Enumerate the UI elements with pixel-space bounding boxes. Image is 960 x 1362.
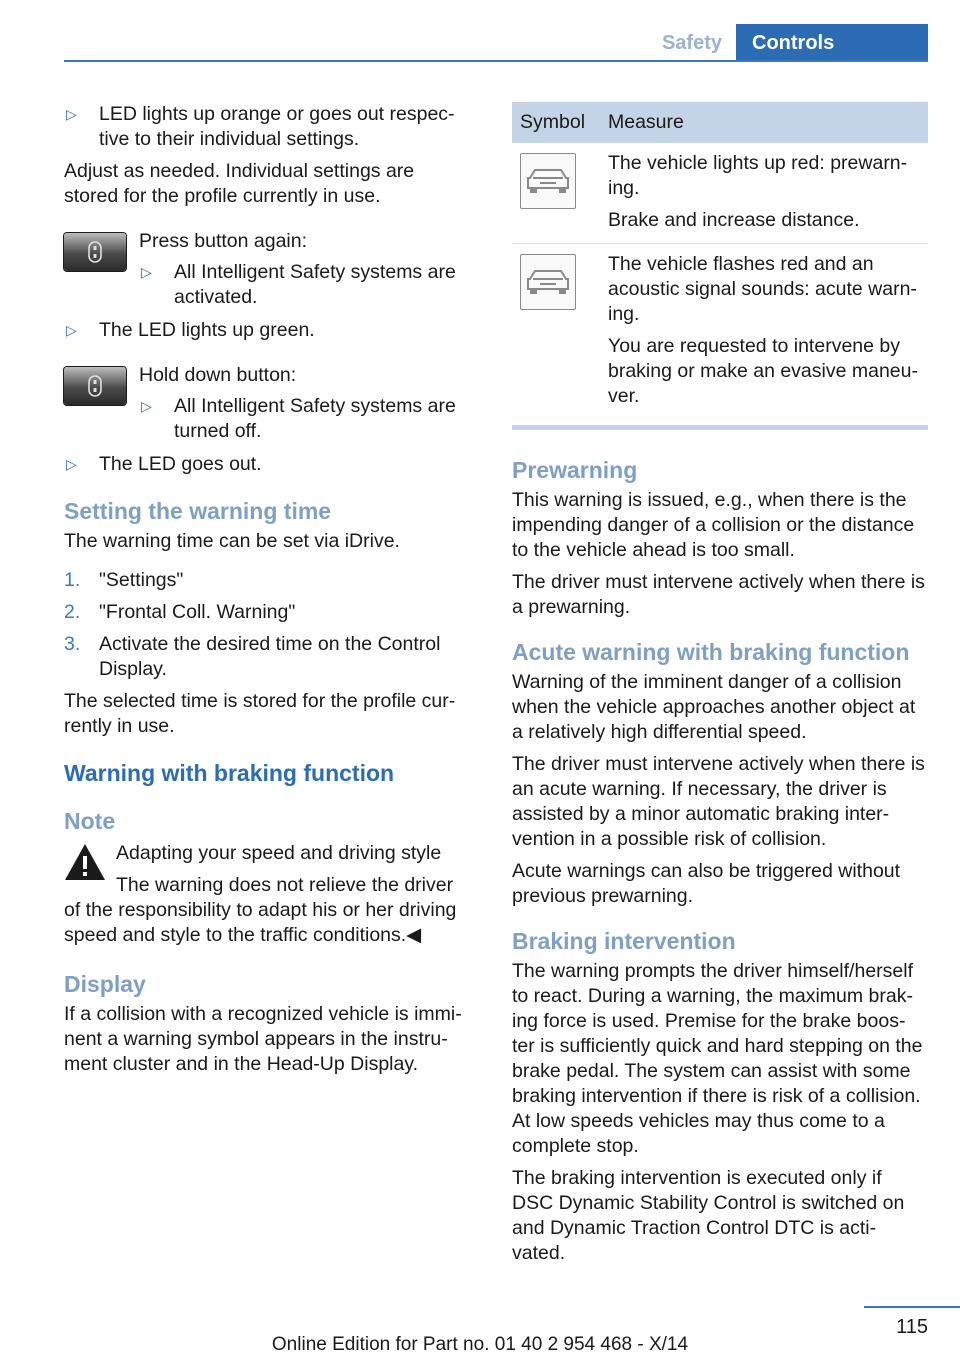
- instruction-label: Press button again:: [139, 230, 308, 252]
- car-warning-icon: [520, 153, 576, 209]
- section-heading: Setting the warning time: [64, 498, 332, 524]
- numbered-item: [64, 568, 468, 593]
- numbered-item: [64, 600, 468, 625]
- paragraph: Warning of the imminent danger of a collision when the vehicle approaches another object at a relatively high differential speed.: [512, 671, 916, 743]
- section-heading: Warning with braking function: [64, 760, 395, 786]
- paragraph: This warning is issued, e.g., when there is the impending danger of a collision or the distance to the vehicle ahead is too small.: [512, 489, 915, 561]
- column-header-measure: Measure: [600, 102, 928, 143]
- paragraph: The braking intervention is executed only if DSC Dynamic Stability Control is switched on and Dynamic Traction Control DTC is acti- vated.: [512, 1167, 905, 1264]
- symbol-table: [512, 102, 928, 419]
- numbered-item: [64, 632, 468, 682]
- list-item: [139, 394, 468, 444]
- measure-text: Brake and increase distance.: [608, 209, 860, 231]
- triangle-bullet-icon: ▷: [141, 398, 152, 414]
- table-row: [512, 244, 928, 420]
- footer-divider: [864, 1306, 960, 1308]
- paragraph: Adjust as needed. Individual settings are stored for the profile currently in use.: [64, 160, 415, 207]
- triangle-bullet-icon: ▷: [66, 456, 77, 472]
- table-bottom-rule: [512, 425, 928, 430]
- left-column: [64, 102, 468, 1084]
- measure-text: The vehicle flashes red and an acoustic signal sounds: acute warn- ing.: [608, 253, 917, 325]
- edition-footer: Online Edition for Part no. 01 40 2 954 468 - X/14: [271, 1334, 689, 1355]
- table-header-row: [512, 102, 928, 143]
- paragraph: The driver must intervene actively when there is an acute warning. If necessary, the driver is assisted by a minor automatic braking inter- vention in a possible risk of collision.: [512, 753, 925, 850]
- intelligent-safety-button-icon: [64, 233, 126, 271]
- header-divider: [64, 60, 928, 62]
- measure-text: You are requested to intervene by braking or make an evasive maneu- ver.: [608, 335, 918, 407]
- triangle-bullet-icon: ▷: [66, 106, 77, 122]
- paragraph: The selected time is stored for the profile cur- rently in use.: [64, 690, 456, 737]
- intelligent-safety-button-icon: [64, 367, 126, 405]
- paragraph: The driver must intervene actively when there is a prewarning.: [512, 571, 925, 618]
- page-header: [0, 0, 960, 64]
- car-warning-icon: [520, 254, 576, 310]
- list-item: [64, 102, 468, 152]
- list-item-text: All Intelligent Safety systems are turned off.: [174, 395, 456, 442]
- step-number: 2.: [64, 601, 81, 623]
- triangle-bullet-icon: ▷: [141, 264, 152, 280]
- warning-triangle-icon: [64, 843, 106, 881]
- list-item: [139, 260, 468, 310]
- page-number: 115: [896, 1316, 928, 1338]
- list-item-text: LED lights up orange or goes out respec- tive to their individual settings.: [99, 103, 455, 150]
- list-item-text: All Intelligent Safety systems are activated.: [174, 261, 456, 308]
- paragraph: The warning prompts the driver himself/herself to react. During a warning, the maximum brak- ing force is used. Premise for the brake boos- ter is sufficiently quick and hard stepping on the brake pedal. The system can assist with some braking intervention if there is risk of a collision. At low speeds vehicles may thus come to a complete stop.: [512, 960, 923, 1157]
- triangle-bullet-icon: ▷: [66, 322, 77, 338]
- tab-controls[interactable]: Controls: [736, 24, 928, 62]
- tab-safety[interactable]: Safety: [661, 32, 722, 54]
- step-number: 1.: [64, 569, 81, 591]
- paragraph: The warning time can be set via iDrive.: [64, 530, 400, 552]
- step-text: "Frontal Coll. Warning": [99, 601, 296, 623]
- list-item: [64, 452, 468, 477]
- instruction-label: Hold down button:: [139, 364, 297, 386]
- warning-note: [64, 841, 468, 948]
- step-number: 3.: [64, 633, 81, 655]
- subsection-heading: Note: [64, 808, 116, 834]
- button-instruction: [64, 229, 468, 310]
- note-text: The warning does not relieve the driver of the responsibility to adapt his or her driving speed and style to the traffic conditions.◀: [64, 874, 457, 946]
- list-item: [64, 318, 468, 343]
- measure-text: The vehicle lights up red: prewarn- ing.: [608, 152, 908, 199]
- subsection-heading: Display: [64, 971, 146, 997]
- step-text: Activate the desired time on the Control Display.: [99, 633, 441, 680]
- subsection-heading: Braking intervention: [512, 928, 736, 954]
- column-header-symbol: Symbol: [512, 102, 600, 143]
- right-column: [512, 102, 928, 1273]
- step-text: "Settings": [99, 569, 184, 591]
- list-item-text: The LED lights up green.: [99, 319, 315, 341]
- subsection-heading: Prewarning: [512, 457, 638, 483]
- list-item-text: The LED goes out.: [99, 453, 262, 475]
- paragraph: If a collision with a recognized vehicle is immi- nent a warning symbol appears in the instru- ment cluster and in the Head-Up Display.: [64, 1003, 462, 1075]
- paragraph: Acute warnings can also be triggered without previous prewarning.: [512, 860, 901, 907]
- table-row: [512, 143, 928, 244]
- subsection-heading: Acute warning with braking function: [512, 639, 910, 665]
- note-title: Adapting your speed and driving style: [116, 842, 442, 864]
- button-instruction: [64, 363, 468, 444]
